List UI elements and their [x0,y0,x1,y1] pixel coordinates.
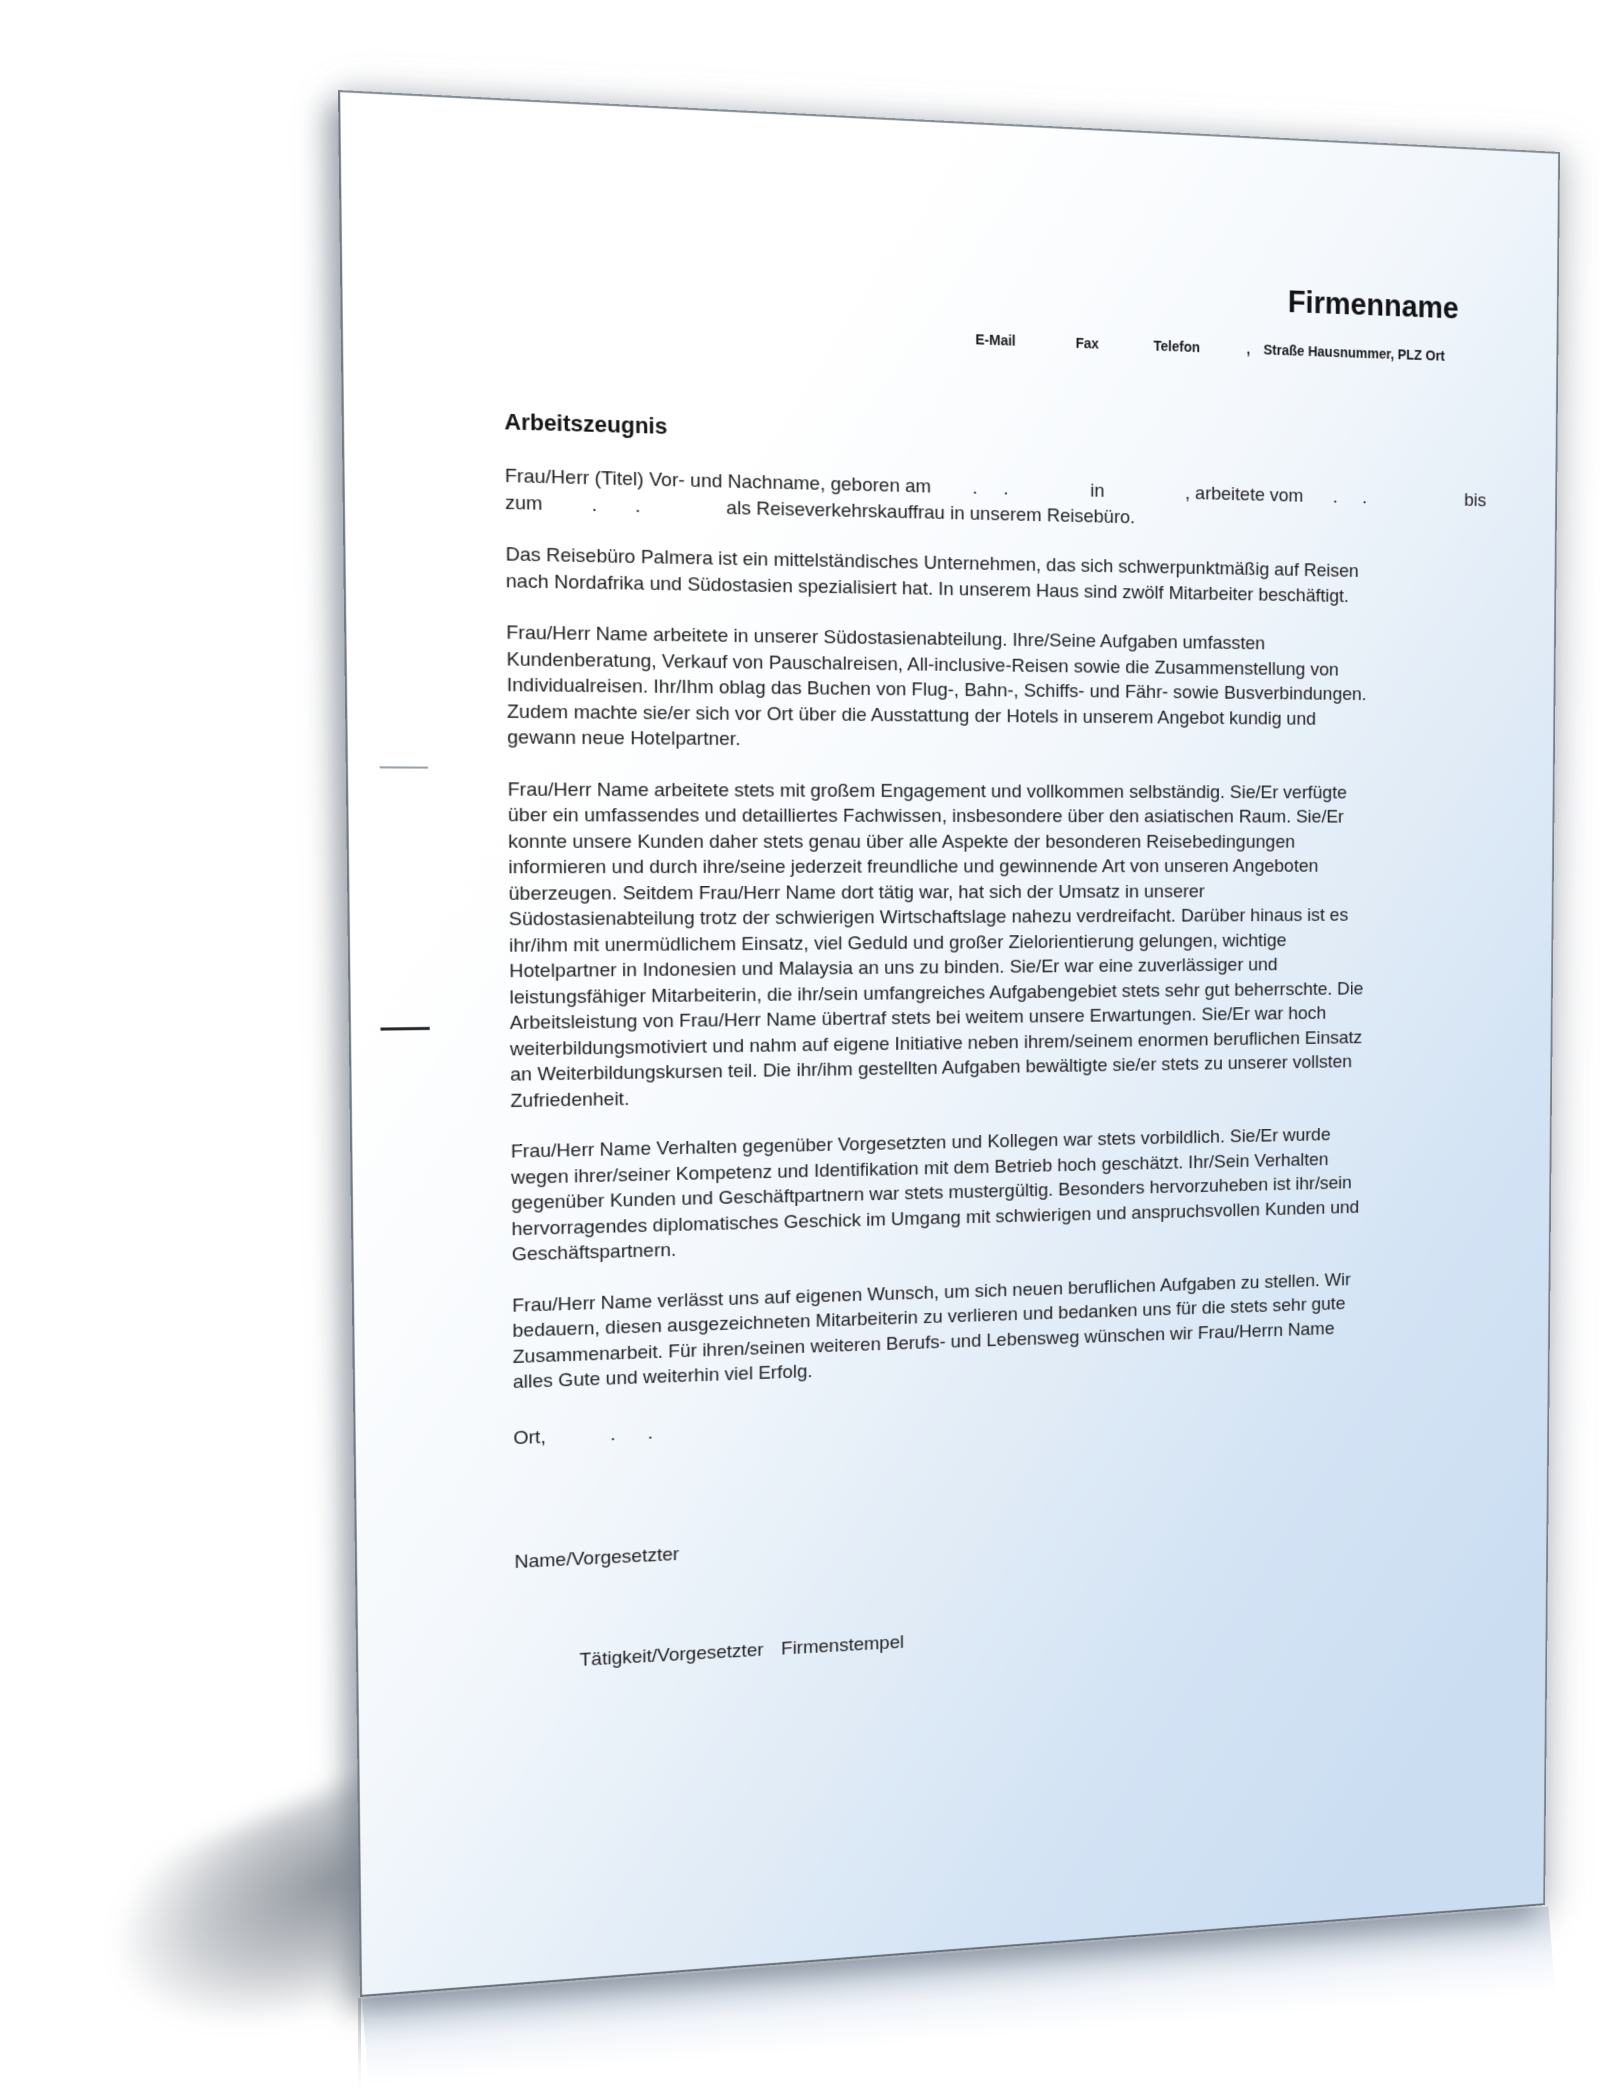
company-stamp-label: Firmenstempel [781,1632,904,1660]
contact-separator: , [1246,340,1251,357]
paragraph-company-description: Das Reisebüro Palmera ist ein mittelständisches Unternehmen, das sich schwerpunktmäßig auf Reisen nach Nordafrika und Südostasien spezialisiert hat. In unserem Haus sind zwölf Mitarbeiter beschäftigt. [505,544,1359,607]
paragraph-conduct: Frau/Herr Name Verhalten gegenüber Vorgesetzten und Kollegen war stets vorbildlich. Sie/Er wurde wegen ihrer/seiner Kompetenz und Identifikation mit dem Betrieb hoch geschätzt. Ihr/Sein Verhalten gegenüber Kunden und Geschäftpartnern war stets mustergültig. Besonders hervorzuheben ist ihr/sein hervorragendes diplomatisches Geschick im Umgang mit schwierigen und anspruchsvollen Kunden und Geschäftspartnern. [510,1124,1360,1266]
signature-block [514,1458,1436,1753]
paragraph-employee-details: Frau/Herr (Titel) Vor- und Nachname, geboren am . . in , arbeitete vom . . bis zum . . als Reiseverkehrskauffrau in unserem Reisebüro. [504,465,1487,528]
phone-label: Telefon [1153,337,1200,356]
letter-body [504,408,1487,1753]
closing-place-date-line: Ort, . . [513,1422,653,1449]
fold-mark-upper [380,766,428,768]
company-address: Straße Hausnummer, PLZ Ort [1263,341,1445,364]
paragraph-duties: Frau/Herr Name arbeitete in unserer Südostasienabteilung. Ihre/Seine Aufgaben umfassten Kundenberatung, Verkauf von Pauschalreisen, All-inclusive-Reisen sowie die Zusammenstellung von Individualreisen. Ihr/Ihm oblag das Buchen von Flug-, Bahn-, Schiffs- und Fähr- sowie Busverbindungen. Zudem machte sie/er sich vor Ort über die Ausstattung der Hotels in unserem Angebot kundig und gewann neue Hotelpartner. [506,622,1367,751]
signatory-role-line: Tätigkeit/Vorgesetzter [579,1639,764,1671]
fold-mark-lower [380,1027,429,1031]
signatory-name-line: Name/Vorgesetzter [514,1544,680,1574]
company-name: Firmenname [1287,284,1459,326]
letter-page [338,90,1560,1997]
email-label: E-Mail [975,331,1016,349]
document-title: Arbeitszeugnis [504,408,668,440]
paragraph-performance: Frau/Herr Name arbeitete stets mit großem Engagement und vollkommen selbständig. Sie/Er verfügte über ein umfassendes und detailliertes Fachwissen, insbesondere über den asiatischen Raum. Sie/Er konnte unsere Kunden daher stets genau über alle Aspekte der besonderen Reisebedingungen informieren und durch ihre/seine jederzeit freundliche und gewinnende Art von unseren Angeboten überzeugen. Seitdem Frau/Herr Name dort tätig war, hat sich der Umsatz in unserer Südostasienabteilung trotz der schwierigen Wirtschaftslage nahezu verdreifacht. Darüber hinaus ist es ihr/ihm mit unermüdlichem Einsatz, viel Geduld und großer Zielorientierung gelungen, wichtige Hotelpartner in Indonesien und Malaysia an uns zu binden. Sie/Er war eine zuverlässiger und leistungsfähiger Mitarbeiterin, die ihr/sein umfangreiches Aufgabengebiet stets sehr gut beherrschte. Die Arbeitsleistung von Frau/Herr Name übertraf stets bei weitem unsere Erwartungen. Sie/Er war hoch weiterbildungsmotiviert und nahm auf eigene Initiative neben ihrem/seinem enormen beruflichen Einsatz an Weiterbildungskursen teil. Die ihr/ihm gestellten Aufgaben bewältigte sie/er stets zu unserer vollsten Zufriedenheit. [507,778,1364,1112]
signatory-role-row [515,1577,1435,1702]
paragraph-departure: Frau/Herr Name verlässt uns auf eigenen Wunsch, um sich neuen beruflichen Aufgaben zu stellen. Wir bedauern, diesen ausgezeichneten Mitarbeiterin zu verlieren und bedanken uns für die stets sehr gute Zusammenarbeit. Für ihren/seinen weiteren Berufs- und Lebensweg wünschen wir Frau/Herrn Name alles Gute und weiterhin viel Erfolg. [512,1269,1351,1394]
fax-label: Fax [1075,334,1099,352]
